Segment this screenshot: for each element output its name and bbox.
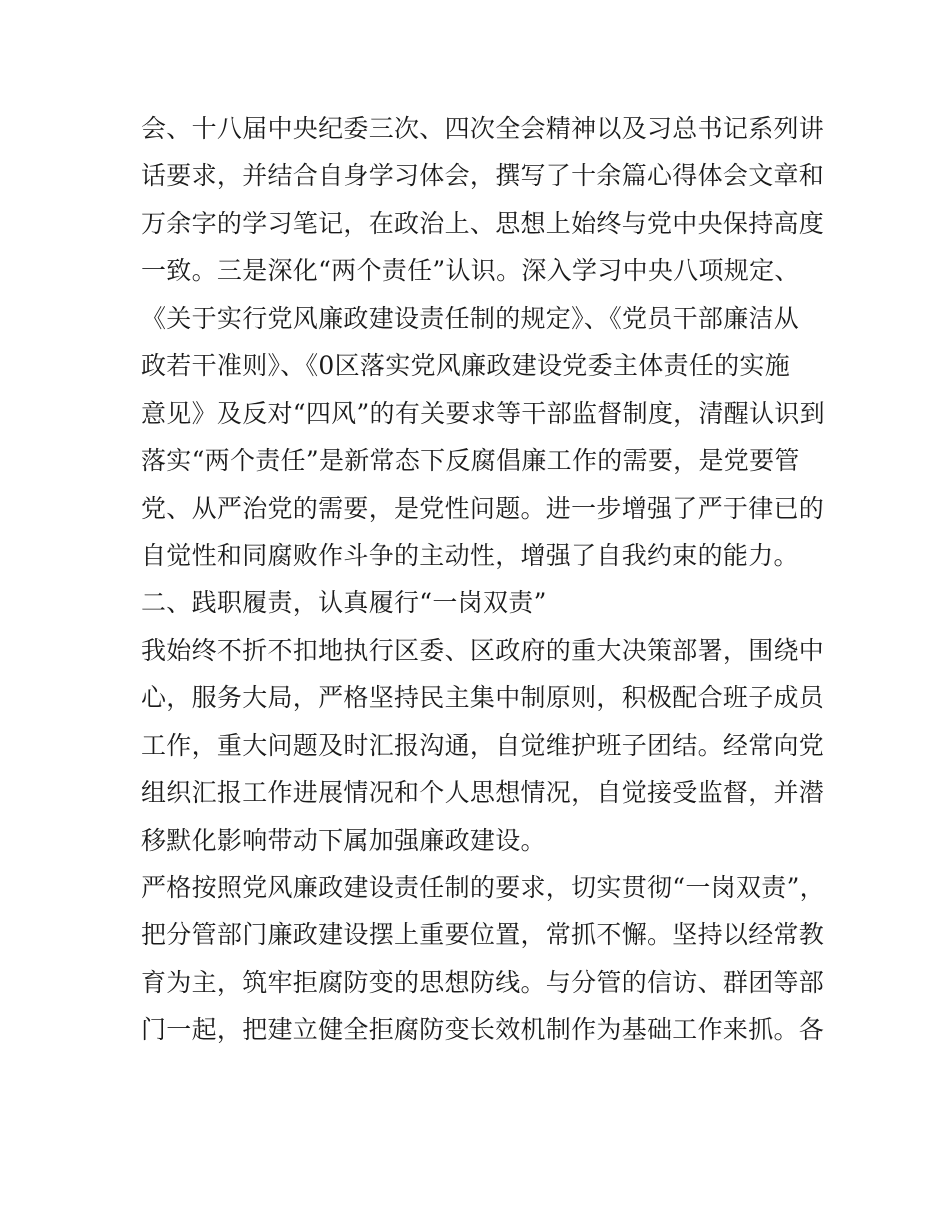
text-line: 政若干准则》、《0区落实党风廉政建设党委主体责任的实施 xyxy=(141,351,791,381)
text-line: 落实“两个责任”是新常态下反腐倡廉工作的需要，是党要管 xyxy=(141,446,800,476)
text-line: 移默化影响带动下属加强廉政建设。 xyxy=(141,825,546,855)
text-line: 话要求，并结合自身学习体会，撰写了十余篇心得体会文章和 xyxy=(141,161,825,191)
text-line: 组织汇报工作进展情况和个人思想情况，自觉接受监督，并潜 xyxy=(141,778,825,808)
text-line: 育为主，筑牢拒腐防变的思想防线。与分管的信访、群团等部 xyxy=(141,967,825,997)
text-line: 心，服务大局，严格坚持民主集中制原则，积极配合班子成员 xyxy=(141,683,825,713)
text-line: 把分管部门廉政建设摆上重要位置，常抓不懈。坚持以经常教 xyxy=(141,920,825,950)
text-line: 门一起，把建立健全拒腐防变长效机制作为基础工作来抓。各 xyxy=(141,1015,825,1045)
text-line: 《关于实行党风廉政建设责任制的规定》、《党员干部廉洁从 xyxy=(141,303,800,333)
text-line: 会、十八届中央纪委三次、四次全会精神以及习总书记系列讲 xyxy=(141,114,825,143)
text-line: 意见》及反对“四风”的有关要求等干部监督制度，清醒认识到 xyxy=(141,398,825,428)
text-line: 工作，重大问题及时汇报沟通，自觉维护班子团结。经常向党 xyxy=(141,730,825,760)
text-line: 一致。三是深化“两个责任”认识。深入学习中央八项规定、 xyxy=(141,256,800,286)
text-line: 自觉性和同腐败作斗争的主动性，增强了自我约束的能力。 xyxy=(141,540,799,570)
body-text xyxy=(141,105,825,1054)
text-line: 严格按照党风廉政建设责任制的要求，切实贯彻“一岗双责”， xyxy=(141,873,825,902)
section-heading: 二、践职履责，认真履行“一岗双责” xyxy=(141,588,547,618)
text-line: 万余字的学习笔记，在政治上、思想上始终与党中央保持高度 xyxy=(141,208,825,238)
text-line: 我始终不折不扣地执行区委、区政府的重大决策部署，围绕中 xyxy=(141,635,825,665)
text-line: 党、从严治党的需要，是党性问题。进一步增强了严于律已的 xyxy=(141,493,825,523)
